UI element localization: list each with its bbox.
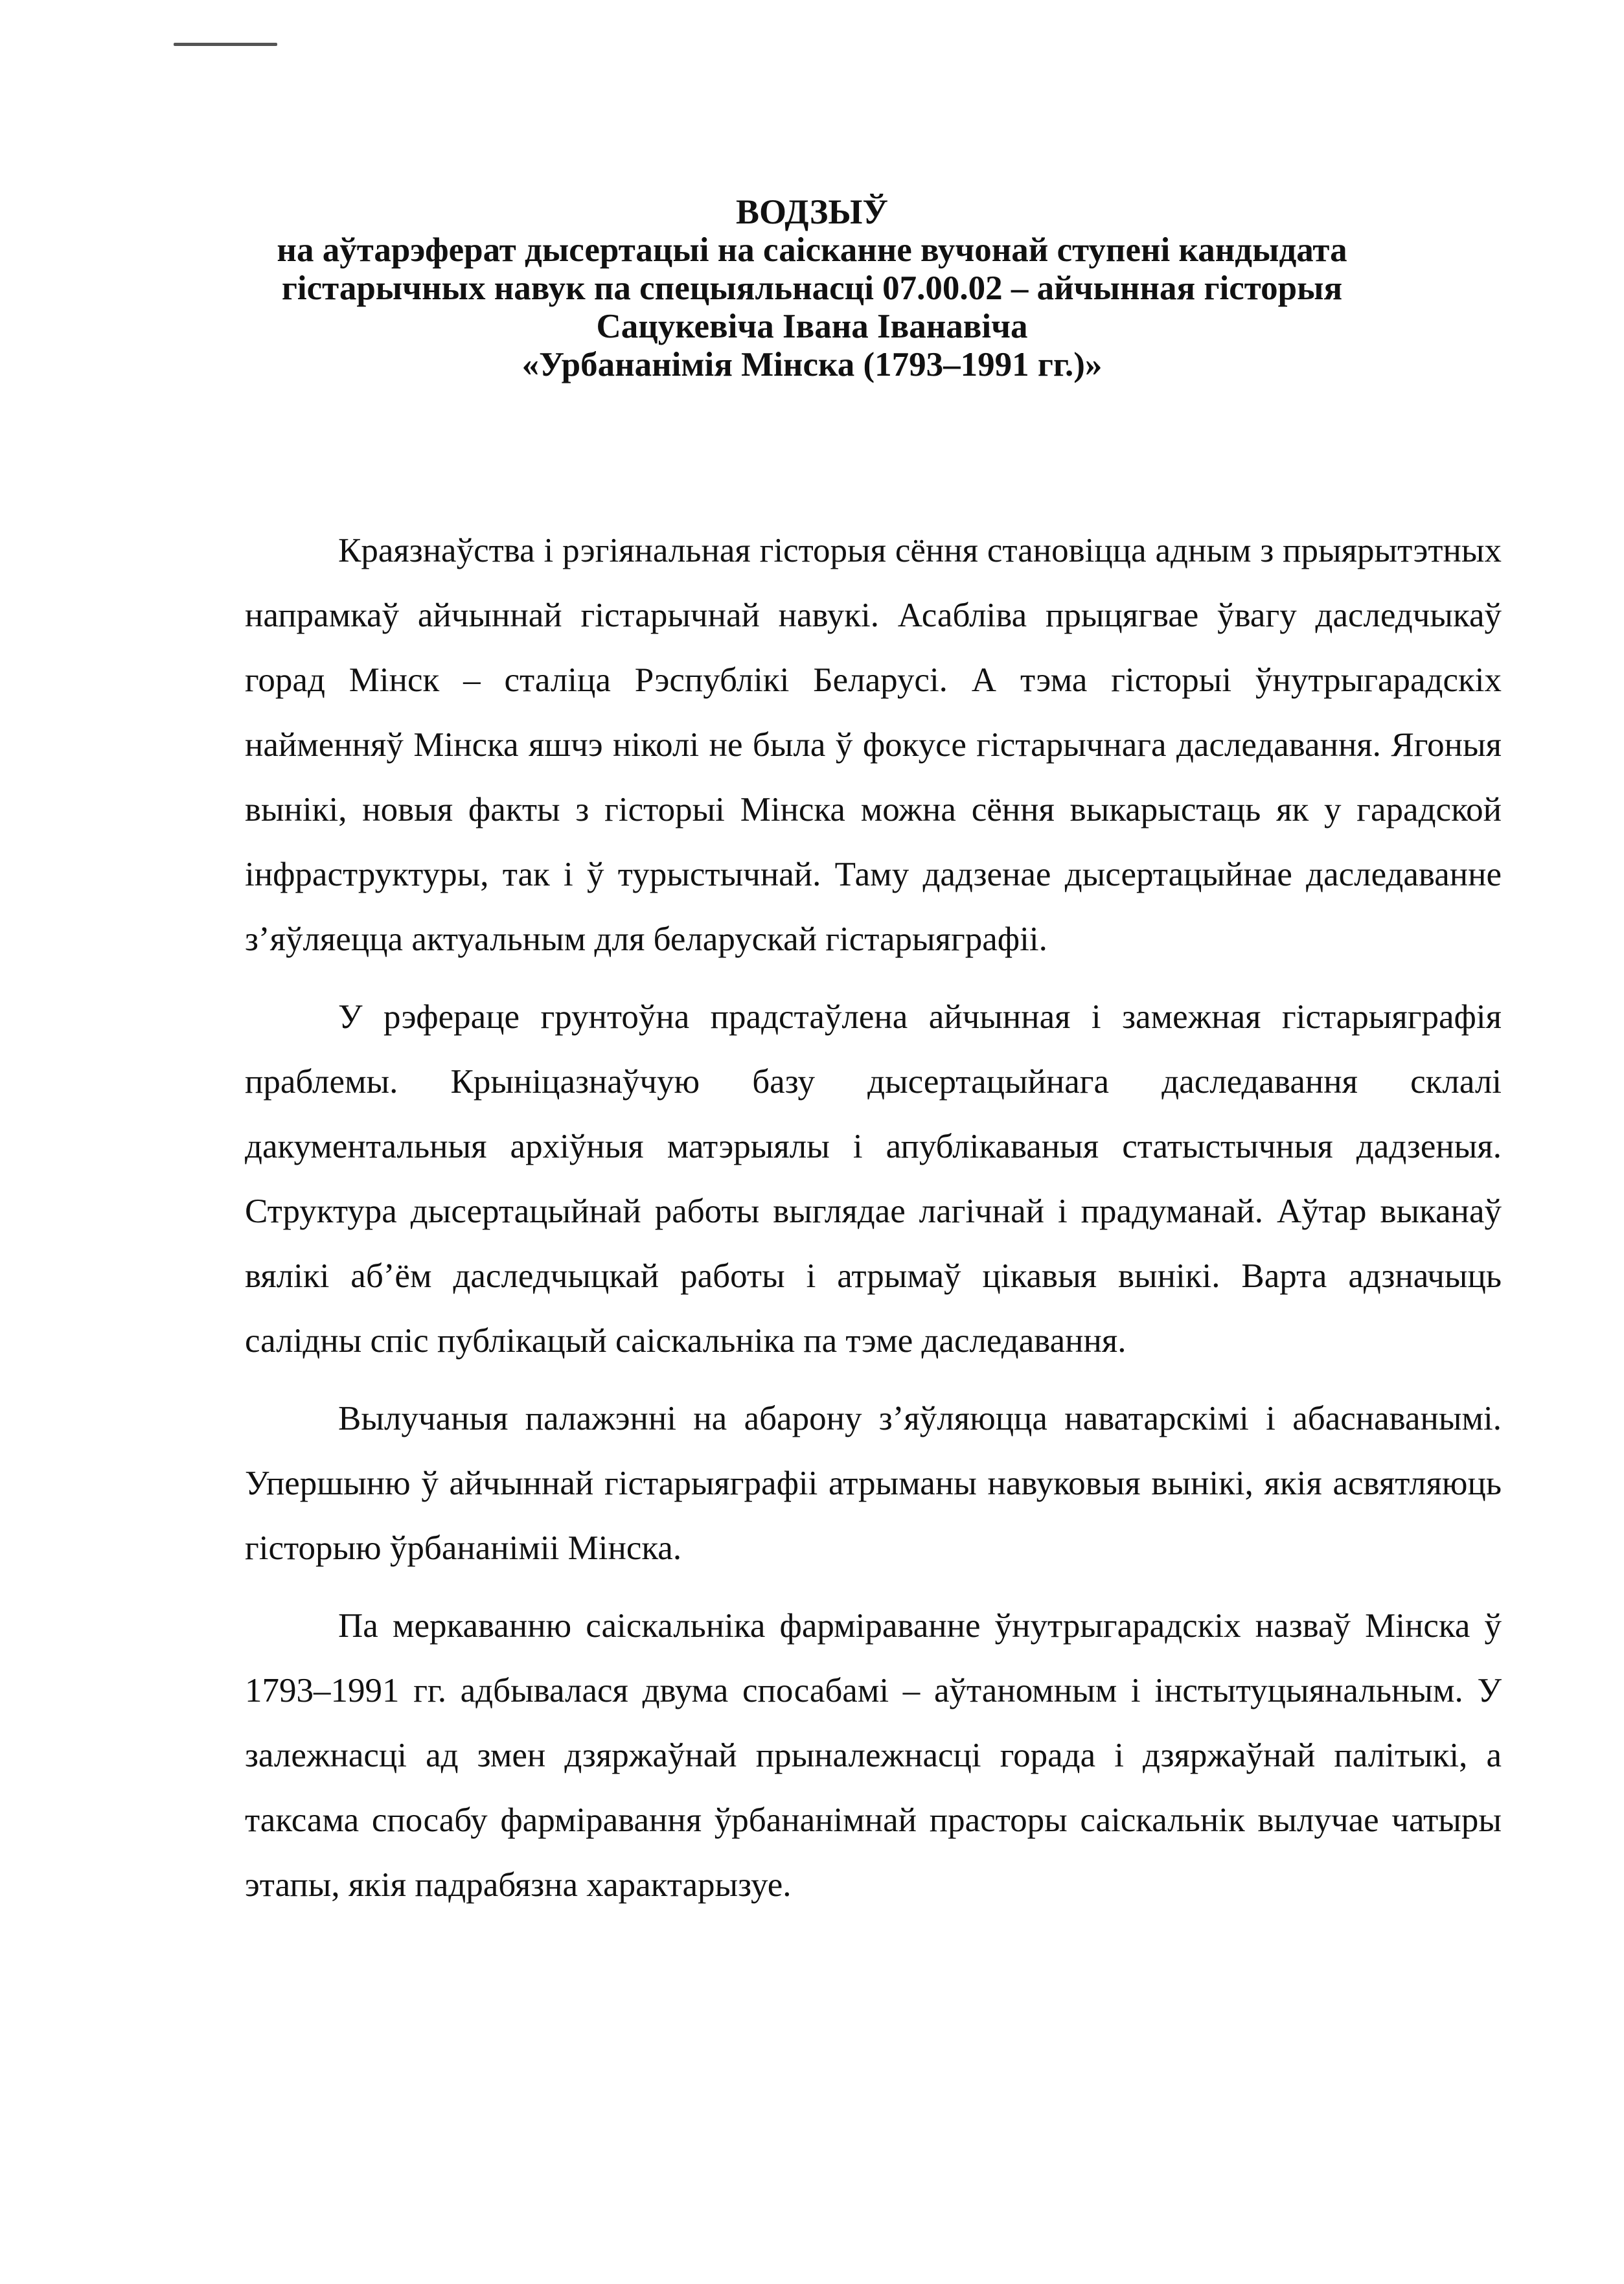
paragraph-3: Вылучаныя палажэнні на абарону з’яўляюцца наватарскімі і абаснаванымі. Упершыню ў айчыннай гістарыяграфіі атрыманы навуковыя вынікі, якія асвятляюць гісторыю ўрбананіміі Мінска. [245, 1400, 1502, 1567]
review-body [245, 518, 1502, 1917]
dissertation-title: «Урбананімія Мінска (1793–1991 гг.)» [521, 346, 1103, 383]
document-title: ВОДЗЫЎ [736, 192, 888, 231]
subtitle-line-2: гістарычных навук па спецыяльнасці 07.00.02 – айчынная гісторыя [281, 269, 1343, 307]
scan-mark [174, 43, 277, 46]
author-name: Сацукевіча Івана Іванавіча [596, 308, 1028, 345]
paragraph-4: Па меркаванню саіскальніка фарміраванне ўнутрыгарадскіх назваў Мінска ў 1793–1991 гг. адбывалася двума спосабамі – аўтаномным і інстытуцыянальным. У залежнасці ад змен дзяржаўнай прыналежнасці горада і дзяржаўнай палітыкі, а таксама спосабу фарміравання ўрбананімнай прасторы саіскальнік вылучае чатыры этапы, якія падрабязна характарызуе. [245, 1607, 1502, 1904]
paragraph-1: Краязнаўства і рэгіянальная гісторыя сёння становіцца адным з прыярытэтных напрамкаў айчыннай гістарычнай навукі. Асабліва прыцягвае ўвагу даследчыкаў горад Мінск – сталіца Рэспублікі Беларусі. А тэма гісторыі ўнутрыгарадскіх найменняў Мінска яшчэ ніколі не была ў фокусе гістарычнага даследавання. Ягоныя вынікі, новыя факты з гісторыі Мінска можна сёння выкарыстаць як у гарадской інфраструктуры, так і ў турыстычнай. Таму дадзенае дысертацыйнае даследаванне з’яўляецца актуальным для беларускай гістарыяграфіі. [245, 532, 1502, 958]
paragraph-2: У рэфераце грунтоўна прадстаўлена айчынная і замежная гістарыяграфія праблемы. Крыніцазнаўчую базу дысертацыйнага даследавання склалі дакументальныя архіўныя матэрыялы і апублікаваныя статыстычныя дадзеныя. Структура дысертацыйнай работы выглядае лагічнай і прадуманай. Аўтар выканаў вялікі аб’ём даследчыцкай работы і атрымаў цікавыя вынікі. Варта адзначыць салідны спіс публікацый саіскальніка па тэме даследавання. [245, 998, 1502, 1360]
document-header [194, 193, 1430, 384]
subtitle-line-1: на аўтарэферат дысертацыі на саісканне вучонай ступені кандыдата [277, 231, 1347, 269]
